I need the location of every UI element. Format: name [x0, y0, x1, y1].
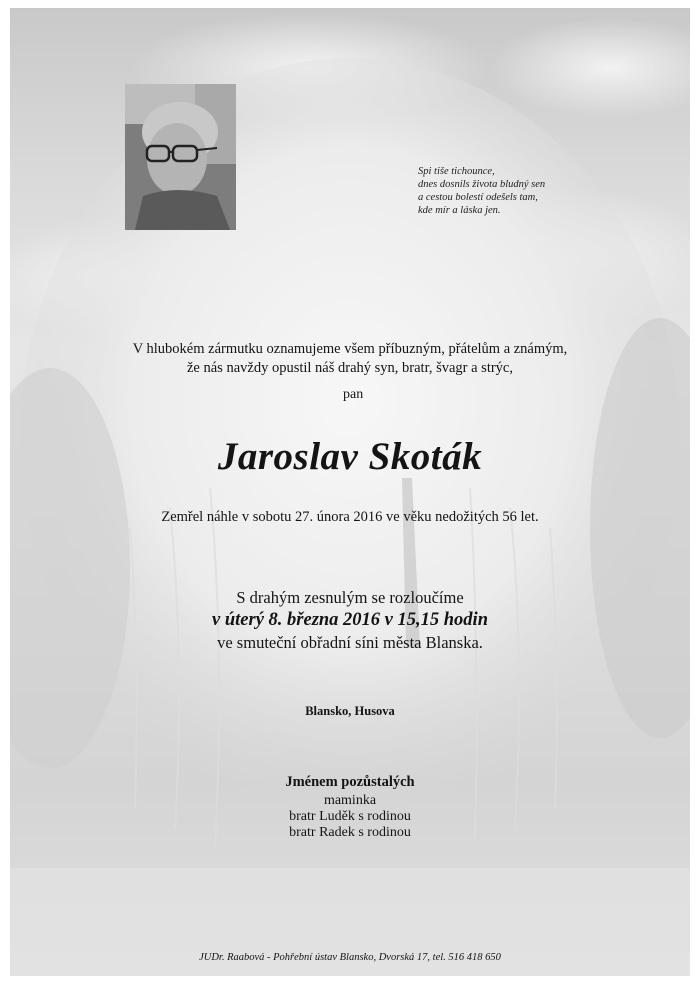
announcement-intro	[0, 340, 700, 378]
title-word: pan	[343, 387, 364, 402]
poem-line: dnes dosnils života bludný sen	[418, 179, 546, 190]
intro-line: V hlubokém zármutku oznamujeme všem příbuzným, přátelům a známým,	[132, 341, 568, 357]
portrait-photo	[125, 84, 236, 230]
mourner-name: bratr Radek s rodinou	[289, 825, 411, 840]
residence: Blansko, Husova	[305, 704, 395, 718]
mourner-name: bratr Luděk s rodinou	[289, 809, 411, 824]
mourner-name: maminka	[323, 793, 377, 808]
death-notice: Zemřel náhle v sobotu 27. února 2016 ve věku nedožitých 56 let.	[161, 509, 539, 525]
ceremony-time: v úterý 8. března 2016 v 15,15 hodin	[212, 610, 488, 630]
poem	[418, 165, 618, 217]
ceremony-intro: S drahým zesnulým se rozloučíme	[236, 588, 464, 607]
mourners-heading: Jménem pozůstalých	[285, 774, 415, 790]
ceremony-info	[0, 587, 700, 653]
ceremony-location: ve smuteční obřadní síni města Blanska.	[217, 633, 483, 652]
poem-line: a cestou bolestí odešels tam,	[418, 192, 538, 203]
poem-line: kde mír a láska jen.	[418, 205, 501, 216]
deceased-name: Jaroslav Skoták	[217, 435, 483, 478]
intro-line: že nás navždy opustil náš drahý syn, bratr, švagr a strýc,	[187, 360, 513, 376]
poem-line: Spi tiše tichounce,	[418, 166, 495, 177]
mourners	[0, 774, 700, 841]
funeral-home-footer: JUDr. Raabová - Pohřební ústav Blansko, Dvorská 17, tel. 516 418 650	[199, 952, 501, 963]
